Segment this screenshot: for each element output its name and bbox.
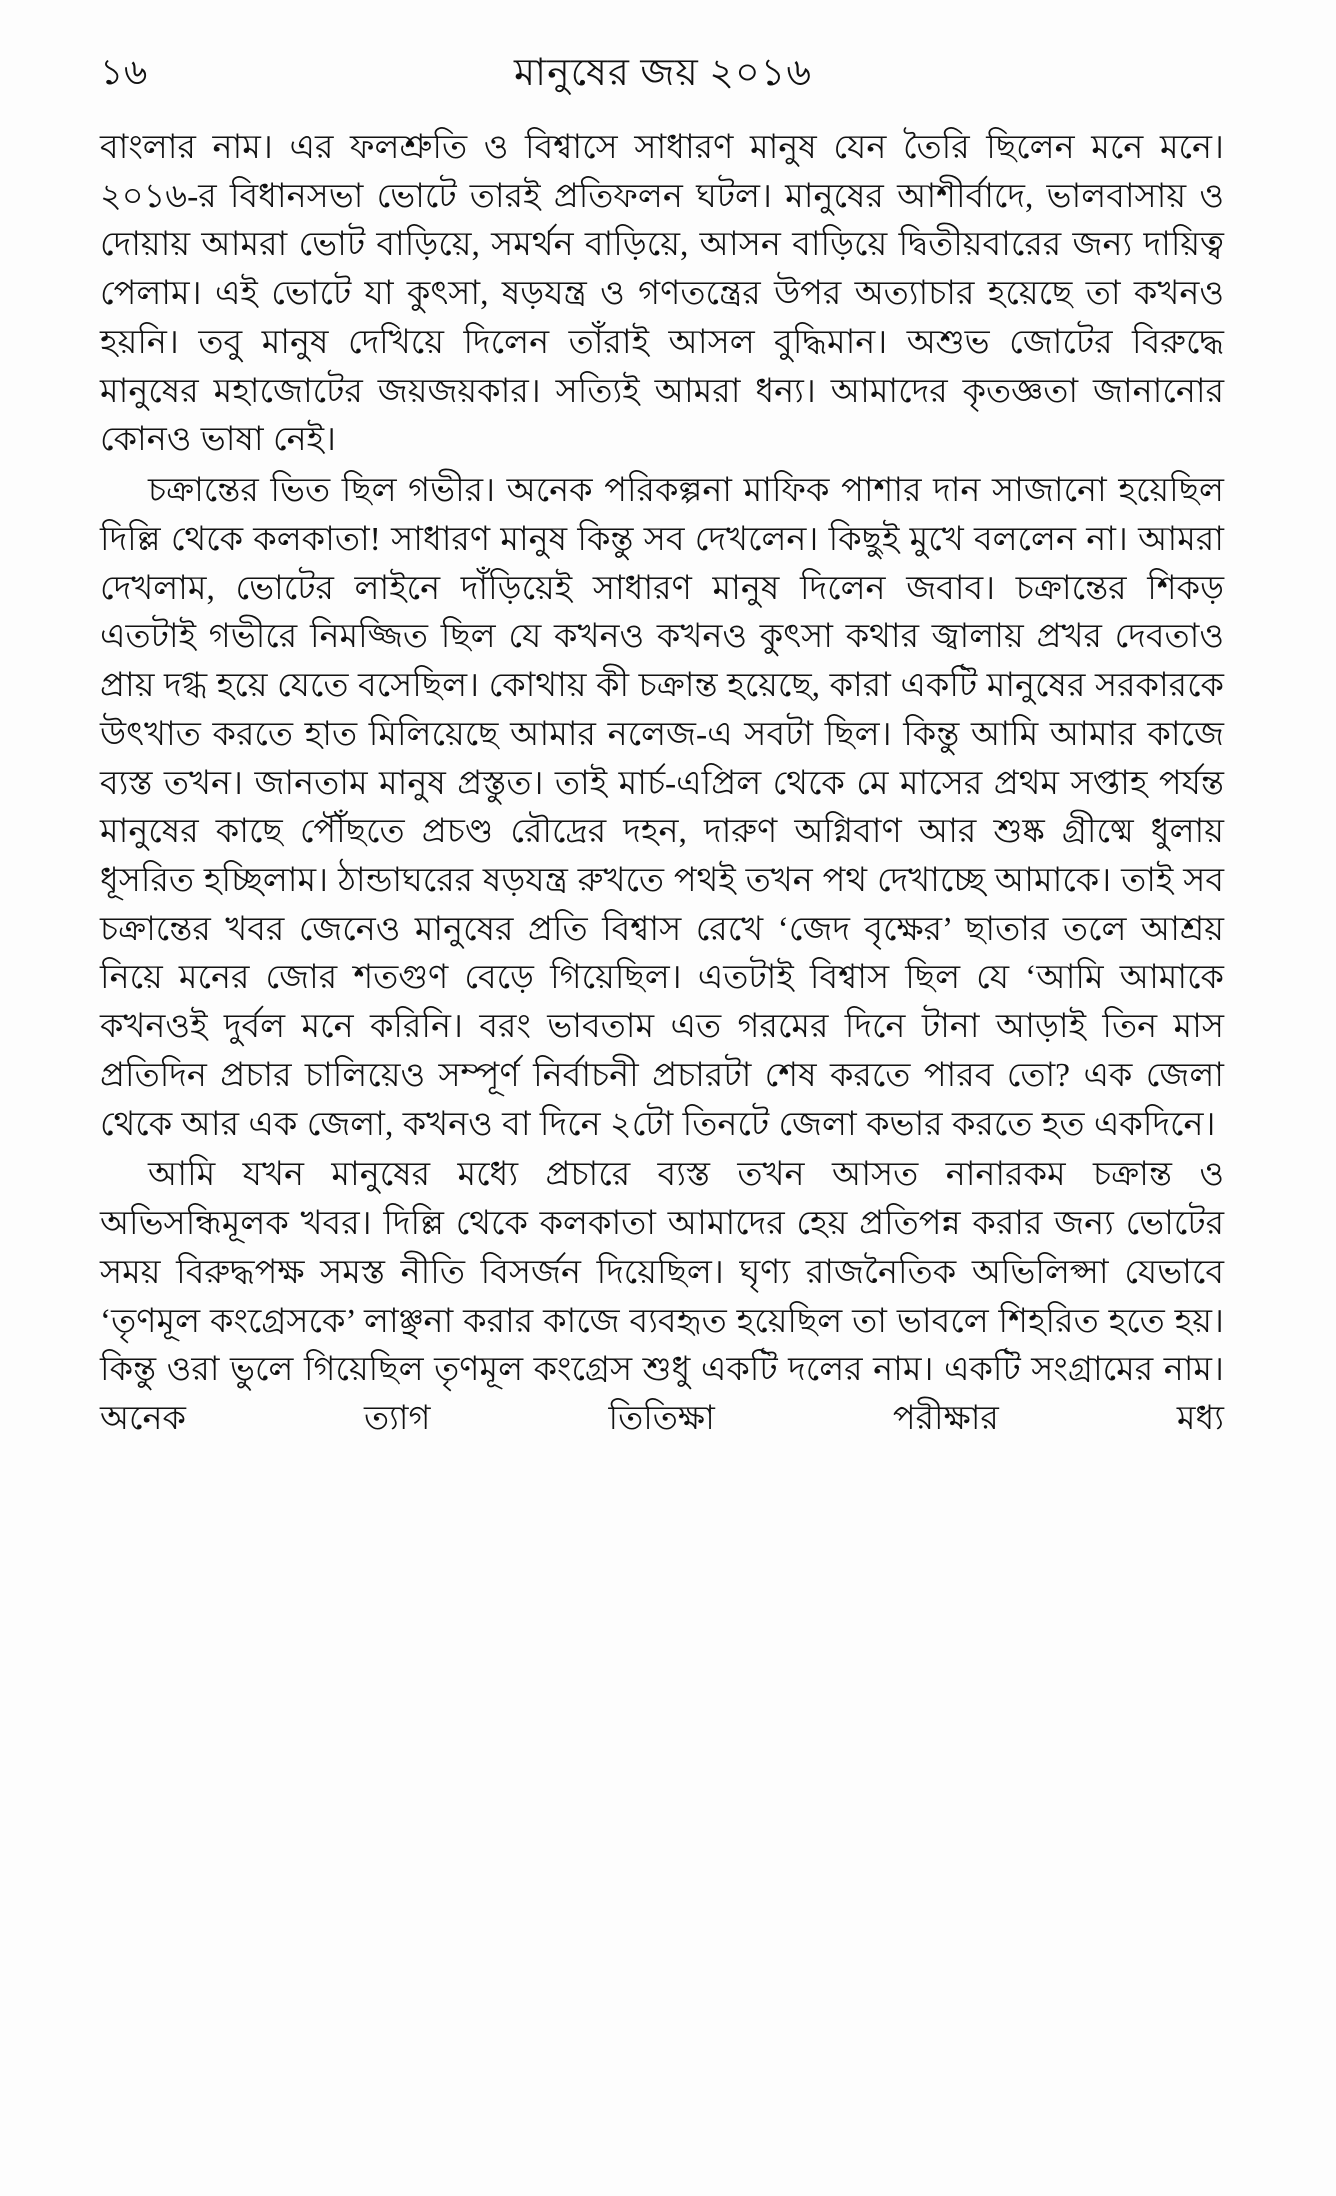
- page-number: ১৬: [100, 52, 148, 92]
- paragraph-3: আমি যখন মানুষের মধ্যে প্রচারে ব্যস্ত তখন আসত নানারকম চক্রান্ত ও অভিসন্ধিমূলক খবর। দিল্লি থেকে কলকাতা আমাদের হেয় প্রতিপন্ন করার জন্য ভোটের সময় বিরুদ্ধপক্ষ সমস্ত নীতি বিসর্জন দিয়েছিল। ঘৃণ্য রাজনৈতিক অভিলিপ্সা যেভাবে ‘তৃণমূল কংগ্রেসকে’ লাঞ্ছনা করার কাজে ব্যবহৃত হয়েছিল তা ভাবলে শিহরিত হতে হয়। কিন্তু ওরা ভুলে গিয়েছিল তৃণমূল কংগ্রেস শুধু একটি দলের নাম। একটি সংগ্রামের নাম। অনেক ত্যাগ তিতিক্ষা পরীক্ষার মধ্য: [100, 1156, 1224, 1438]
- page-body: [100, 124, 1224, 1444]
- running-title: মানুষের জয় ২০১৬: [513, 52, 813, 94]
- page-header: [100, 0, 1226, 110]
- paragraph-1: বাংলার নাম। এর ফলশ্রুতি ও বিশ্বাসে সাধারণ মানুষ যেন তৈরি ছিলেন মনে মনে। ২০১৬-র বিধানসভা ভোটে তারই প্রতিফলন ঘটল। মানুষের আশীর্বাদে, ভালবাসায় ও দোয়ায় আমরা ভোট বাড়িয়ে, সমর্থন বাড়িয়ে, আসন বাড়িয়ে দ্বিতীয়বারের জন্য দায়িত্ব পেলাম। এই ভোটে যা কুৎসা, ষড়যন্ত্র ও গণতন্ত্রের উপর অত্যাচার হয়েছে তা কখনও হয়নি। তবু মানুষ দেখিয়ে দিলেন তাঁরাই আসল বুদ্ধিমান। অশুভ জোটের বিরুদ্ধে মানুষের মহাজোটের জয়জয়কার। সত্যিই আমরা ধন্য। আমাদের কৃতজ্ঞতা জানানোর কোনও ভাষা নেই।: [100, 129, 1224, 459]
- paragraph-2: চক্রান্তের ভিত ছিল গভীর। অনেক পরিকল্পনা মাফিক পাশার দান সাজানো হয়েছিল দিল্লি থেকে কলকাতা! সাধারণ মানুষ কিন্তু সব দেখলেন। কিছুই মুখে বললেন না। আমরা দেখলাম, ভোটের লাইনে দাঁড়িয়েই সাধারণ মানুষ দিলেন জবাব। চক্রান্তের শিকড় এতটাই গভীরে নিমজ্জিত ছিল যে কখনও কখনও কুৎসা কথার জ্বালায় প্রখর দেবতাও প্রায় দগ্ধ হয়ে যেতে বসেছিল। কোথায় কী চক্রান্ত হয়েছে, কারা একটি মানুষের সরকারকে উৎখাত করতে হাত মিলিয়েছে আমার নলেজ-এ সবটা ছিল। কিন্তু আমি আমার কাজে ব্যস্ত তখন। জানতাম মানুষ প্রস্তুত। তাই মার্চ-এপ্রিল থেকে মে মাসের প্রথম সপ্তাহ পর্যন্ত মানুষের কাছে পৌঁছতে প্রচণ্ড রৌদ্রের দহন, দারুণ অগ্নিবাণ আর শুষ্ক গ্রীষ্মে ধুলায় ধূসরিত হচ্ছিলাম। ঠান্ডাঘরের ষড়যন্ত্র রুখতে পথই তখন পথ দেখাচ্ছে আমাকে। তাই সব চক্রান্তের খবর জেনেও মানুষের প্রতি বিশ্বাস রেখে ‘জেদ বৃক্ষের’ ছাতার তলে আশ্রয় নিয়ে মনের জোর শতগুণ বেড়ে গিয়েছিল। এতটাই বিশ্বাস ছিল যে ‘আমি আমাকে কখনওই দুর্বল মনে করিনি। বরং ভাবতাম এত গরমের দিনে টানা আড়াই তিন মাস প্রতিদিন প্রচার চালিয়েও সম্পূর্ণ নির্বাচনী প্রচারটা শেষ করতে পারব তো? এক জেলা থেকে আর এক জেলা, কখনও বা দিনে ২টো তিনটে জেলা কভার করতে হত একদিনে।: [100, 472, 1224, 1143]
